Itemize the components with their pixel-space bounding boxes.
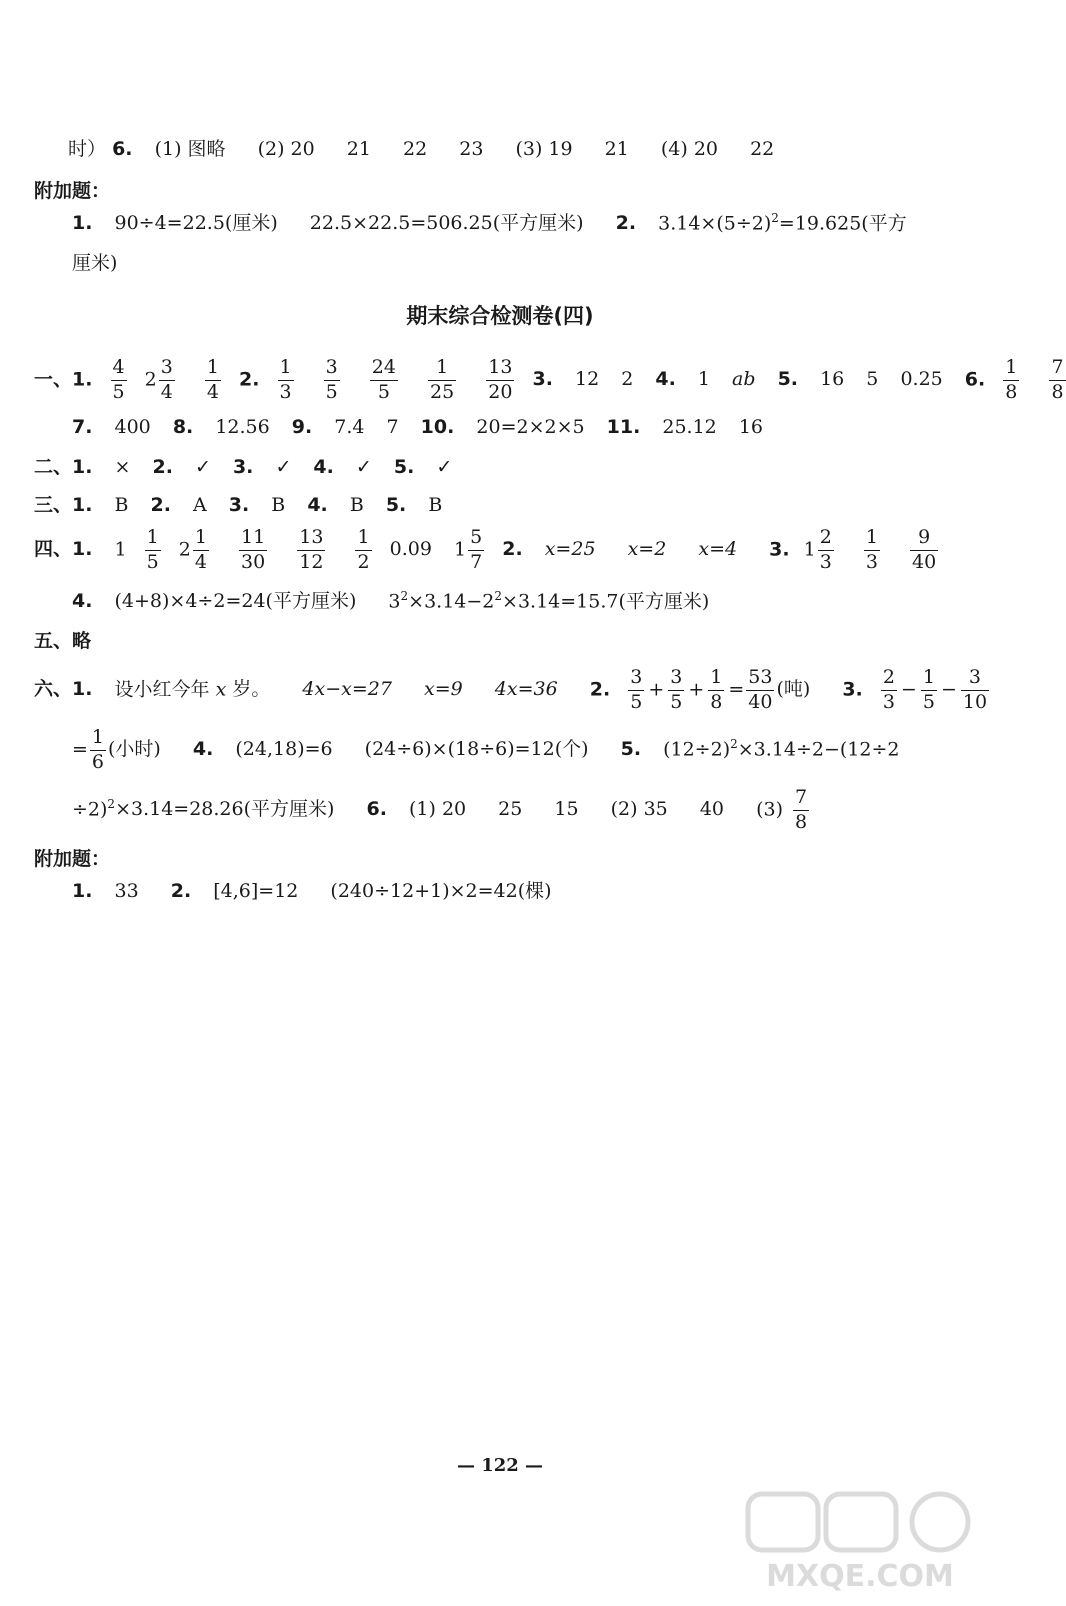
den: 25 bbox=[430, 380, 455, 403]
fraction bbox=[818, 528, 834, 573]
num: 53 bbox=[746, 668, 774, 691]
num: 1 bbox=[428, 358, 456, 381]
fraction bbox=[961, 668, 989, 713]
op: = bbox=[72, 738, 88, 761]
fraction bbox=[193, 528, 209, 573]
num: 1 bbox=[278, 358, 294, 381]
q-num: 2. bbox=[150, 494, 171, 516]
fraction bbox=[324, 358, 340, 403]
den: 4 bbox=[194, 550, 207, 573]
fraction bbox=[297, 528, 325, 573]
ans: ÷2) bbox=[72, 798, 108, 821]
num: 1 bbox=[1003, 358, 1019, 381]
ans: 0.09 bbox=[389, 538, 432, 561]
whole: 2 bbox=[144, 368, 157, 391]
ans: 7.4 bbox=[334, 416, 365, 438]
mixed-number bbox=[804, 528, 846, 573]
ans: (4+8)×4÷2=24(平方厘米) bbox=[114, 590, 357, 613]
ans: 设小红今年 bbox=[114, 678, 210, 701]
ans: 20=2×2×5 bbox=[476, 416, 585, 438]
den: 8 bbox=[710, 690, 723, 713]
q-num: 2. bbox=[170, 880, 192, 902]
den: 5 bbox=[922, 690, 935, 713]
num: 1 bbox=[864, 528, 880, 551]
ans: (240÷12+1)×2=42(棵) bbox=[330, 880, 552, 902]
ans: 7 bbox=[386, 416, 399, 438]
ans: B bbox=[428, 494, 443, 516]
den: 30 bbox=[241, 550, 266, 573]
den: 6 bbox=[91, 750, 105, 773]
num: 3 bbox=[628, 668, 644, 691]
den: 10 bbox=[962, 690, 988, 713]
ans: (3) 19 bbox=[515, 138, 573, 160]
q-num: 4. bbox=[72, 590, 93, 613]
ans: (1) 20 bbox=[408, 798, 467, 821]
ans: x=9 bbox=[423, 678, 463, 701]
sup: 2 bbox=[107, 797, 116, 812]
q-num: 5. bbox=[777, 368, 799, 391]
ans: (4) 20 bbox=[660, 138, 719, 160]
ans: 25.12 bbox=[662, 416, 717, 438]
op: − bbox=[940, 678, 957, 701]
ans: x=4 bbox=[698, 538, 738, 561]
den: 5 bbox=[377, 380, 390, 403]
den: 7 bbox=[470, 550, 483, 573]
num: 3 bbox=[961, 668, 989, 691]
den: 40 bbox=[748, 690, 773, 713]
sup: 2 bbox=[400, 589, 409, 603]
num: 1 bbox=[145, 528, 161, 551]
ans: (2) 35 bbox=[610, 798, 668, 821]
num: 2 bbox=[881, 668, 897, 691]
ans: ×3.14÷2−(12÷2 bbox=[737, 738, 900, 761]
part4-line-b bbox=[72, 590, 709, 611]
fraction bbox=[239, 528, 267, 573]
q-num: 1. bbox=[72, 880, 93, 902]
ans: (小时) bbox=[108, 738, 161, 761]
den: 8 bbox=[1051, 380, 1064, 403]
var: x bbox=[215, 678, 227, 701]
ans: 5 bbox=[866, 368, 879, 391]
ans: ×3.14=28.26(平方厘米) bbox=[115, 798, 335, 821]
op: + bbox=[648, 678, 665, 701]
ans: (3) bbox=[756, 798, 783, 821]
bonus-line-1 bbox=[72, 212, 907, 233]
ans: =19.625(平方 bbox=[778, 212, 907, 235]
bonus-title-2: 附加题： bbox=[34, 848, 111, 870]
den: 5 bbox=[112, 380, 125, 403]
fraction bbox=[90, 728, 106, 773]
num: 1 bbox=[193, 528, 209, 551]
fraction bbox=[145, 528, 161, 573]
whole: 2 bbox=[178, 538, 191, 561]
fraction bbox=[793, 788, 809, 833]
fraction bbox=[746, 668, 774, 713]
ans: 40 bbox=[699, 798, 725, 821]
den: 4 bbox=[160, 380, 173, 403]
num: 4 bbox=[111, 358, 127, 381]
mixed-number bbox=[454, 528, 496, 573]
op: = bbox=[728, 678, 745, 701]
ans: (24,18)=6 bbox=[235, 738, 333, 761]
part6-line bbox=[34, 668, 989, 713]
label: 三、1. bbox=[34, 494, 93, 516]
den: 3 bbox=[819, 550, 832, 573]
fraction bbox=[708, 668, 724, 713]
ans: 15 bbox=[554, 798, 579, 821]
num: 2 bbox=[818, 528, 834, 551]
watermark-text: MXQE.COM bbox=[766, 1559, 954, 1594]
text: 时） bbox=[68, 138, 107, 160]
ans: A bbox=[193, 494, 207, 516]
fraction bbox=[881, 668, 897, 713]
ans: ✓ bbox=[194, 456, 211, 478]
num: 7 bbox=[1049, 358, 1065, 381]
den: 12 bbox=[299, 550, 324, 573]
part6-line-b bbox=[72, 728, 900, 773]
fraction bbox=[628, 668, 644, 713]
fraction bbox=[159, 358, 175, 403]
ans: 400 bbox=[114, 416, 151, 438]
ans: 16 bbox=[820, 368, 845, 391]
den: 2 bbox=[357, 550, 370, 573]
q-num: 11. bbox=[606, 416, 641, 438]
fraction bbox=[864, 528, 880, 573]
watermark-logo-icon bbox=[740, 1486, 980, 1596]
ans: (吨) bbox=[776, 678, 811, 701]
q-num: 3. bbox=[842, 678, 863, 701]
part6-line-c bbox=[72, 788, 821, 833]
q-num: 2. bbox=[152, 456, 173, 478]
ans: 3.14×(5÷2) bbox=[658, 212, 772, 235]
q-num: 3. bbox=[532, 368, 553, 391]
bonus-line-1b: 厘米) bbox=[72, 252, 118, 274]
ans: [4,6]=12 bbox=[213, 880, 299, 902]
fraction bbox=[921, 668, 937, 713]
ans: (1) 图略 bbox=[154, 138, 226, 160]
q-num: 2. bbox=[502, 538, 523, 561]
label: 六、1. bbox=[34, 678, 93, 701]
num: 24 bbox=[370, 358, 398, 381]
q-num: 6. bbox=[366, 798, 387, 821]
num: 1 bbox=[205, 358, 221, 381]
q-num: 4. bbox=[192, 738, 214, 761]
num: 7 bbox=[793, 788, 809, 811]
ans: ✓ bbox=[436, 456, 453, 478]
den: 5 bbox=[670, 690, 683, 713]
num: 5 bbox=[468, 528, 484, 551]
q-num: 5. bbox=[385, 494, 407, 516]
q-num: 2. bbox=[239, 368, 260, 391]
ans: B bbox=[271, 494, 286, 516]
ans: 22.5×22.5=506.25(平方厘米) bbox=[309, 212, 584, 235]
ans: 22 bbox=[750, 138, 775, 160]
q-num: 3. bbox=[769, 538, 790, 561]
ans: × bbox=[114, 456, 131, 478]
q-num: 4. bbox=[313, 456, 334, 478]
num: 1 bbox=[921, 668, 937, 691]
fraction bbox=[370, 358, 398, 403]
ans: 1 bbox=[697, 368, 710, 391]
ans: ×3.14−2 bbox=[408, 590, 495, 613]
den: 5 bbox=[146, 550, 159, 573]
den: 4 bbox=[206, 380, 219, 403]
part2-line bbox=[34, 458, 452, 477]
ans: (24÷6)×(18÷6)=12(个) bbox=[364, 738, 589, 761]
ans: 12 bbox=[575, 368, 600, 391]
q-num: 5. bbox=[393, 456, 415, 478]
fraction bbox=[1003, 358, 1019, 403]
fraction bbox=[278, 358, 294, 403]
q-num: 2. bbox=[615, 212, 637, 235]
q-num: 10. bbox=[420, 416, 455, 438]
q-num: 6. bbox=[964, 368, 986, 391]
fraction bbox=[355, 528, 371, 573]
num: 1 bbox=[355, 528, 371, 551]
q-num: 4. bbox=[307, 494, 328, 516]
ans: B bbox=[349, 494, 364, 516]
num: 3 bbox=[668, 668, 684, 691]
bonus-line-2 bbox=[72, 882, 552, 901]
num: 13 bbox=[486, 358, 514, 381]
ans: x=25 bbox=[544, 538, 596, 561]
q-num: 4. bbox=[655, 368, 676, 391]
label: 四、1. bbox=[34, 538, 93, 561]
ans: 33 bbox=[114, 880, 139, 902]
fraction bbox=[111, 358, 127, 403]
part1-line-b bbox=[72, 418, 763, 437]
sup: 2 bbox=[730, 737, 738, 752]
num: 3 bbox=[324, 358, 340, 381]
ans: 21 bbox=[604, 138, 629, 160]
q-num: 8. bbox=[172, 416, 194, 438]
q-num: 1. bbox=[72, 212, 93, 235]
fraction bbox=[205, 358, 221, 403]
fraction bbox=[486, 358, 514, 403]
ans: 1 bbox=[114, 538, 127, 561]
whole: 1 bbox=[803, 538, 816, 561]
ans: ab bbox=[732, 368, 756, 391]
ans: 0.25 bbox=[900, 368, 943, 391]
num: 1 bbox=[90, 728, 106, 751]
ans: ✓ bbox=[275, 456, 292, 478]
fraction bbox=[468, 528, 484, 573]
part1-line bbox=[34, 358, 1066, 403]
top-line-1 bbox=[68, 140, 774, 159]
num: 11 bbox=[239, 528, 267, 551]
den: 20 bbox=[488, 380, 513, 403]
label: 一、1. bbox=[34, 368, 93, 391]
num: 13 bbox=[297, 528, 325, 551]
ans: 岁。 bbox=[232, 678, 271, 701]
q-num: 5. bbox=[620, 738, 642, 761]
label: 二、1. bbox=[34, 456, 93, 478]
ans: ×3.14=15.7(平方厘米) bbox=[502, 590, 710, 613]
fraction bbox=[428, 358, 456, 403]
ans: (2) 20 bbox=[257, 138, 315, 160]
ans: 12.56 bbox=[215, 416, 270, 438]
fraction bbox=[668, 668, 684, 713]
fraction bbox=[1049, 358, 1065, 403]
den: 5 bbox=[630, 690, 643, 713]
ans: 25 bbox=[498, 798, 523, 821]
q-num: 3. bbox=[228, 494, 250, 516]
den: 3 bbox=[865, 550, 878, 573]
ans: 22 bbox=[403, 138, 428, 160]
mixed-number bbox=[145, 358, 187, 403]
ans: 3 bbox=[388, 590, 401, 613]
part4-line bbox=[34, 528, 950, 573]
part3-line bbox=[34, 496, 442, 515]
ans: 90÷4=22.5(厘米) bbox=[114, 212, 278, 235]
num: 9 bbox=[910, 528, 938, 551]
ans: 4x−x=27 bbox=[302, 678, 392, 701]
ans: 23 bbox=[459, 138, 484, 160]
q-num: 9. bbox=[291, 416, 313, 438]
ans: B bbox=[114, 494, 129, 516]
sup: 2 bbox=[771, 211, 779, 225]
ans: ✓ bbox=[355, 456, 372, 478]
bonus-title-1: 附加题： bbox=[34, 180, 111, 202]
q-num: 6. bbox=[112, 138, 133, 160]
part5-line: 五、略 bbox=[34, 630, 92, 652]
ans: 4x=36 bbox=[494, 678, 558, 701]
den: 5 bbox=[325, 380, 338, 403]
fraction bbox=[910, 528, 938, 573]
ans: 21 bbox=[346, 138, 371, 160]
den: 8 bbox=[1005, 380, 1018, 403]
page-number: — 122 — bbox=[456, 1455, 544, 1476]
q-num: 2. bbox=[589, 678, 611, 701]
den: 3 bbox=[882, 690, 895, 713]
ans: 2 bbox=[621, 368, 634, 391]
den: 3 bbox=[279, 380, 292, 403]
q-num: 7. bbox=[72, 416, 93, 438]
op: − bbox=[900, 678, 917, 701]
mixed-number bbox=[179, 528, 221, 573]
ans: (12÷2) bbox=[663, 738, 731, 761]
ans: x=2 bbox=[627, 538, 667, 561]
ans: 16 bbox=[738, 416, 763, 438]
op: + bbox=[688, 678, 705, 701]
num: 3 bbox=[159, 358, 175, 381]
q-num: 3. bbox=[232, 456, 254, 478]
den: 40 bbox=[912, 550, 937, 573]
sup: 2 bbox=[494, 589, 503, 603]
num: 1 bbox=[708, 668, 724, 691]
whole: 1 bbox=[453, 538, 467, 561]
den: 8 bbox=[795, 810, 808, 833]
section-title: 期末综合检测卷(四) bbox=[406, 304, 594, 328]
